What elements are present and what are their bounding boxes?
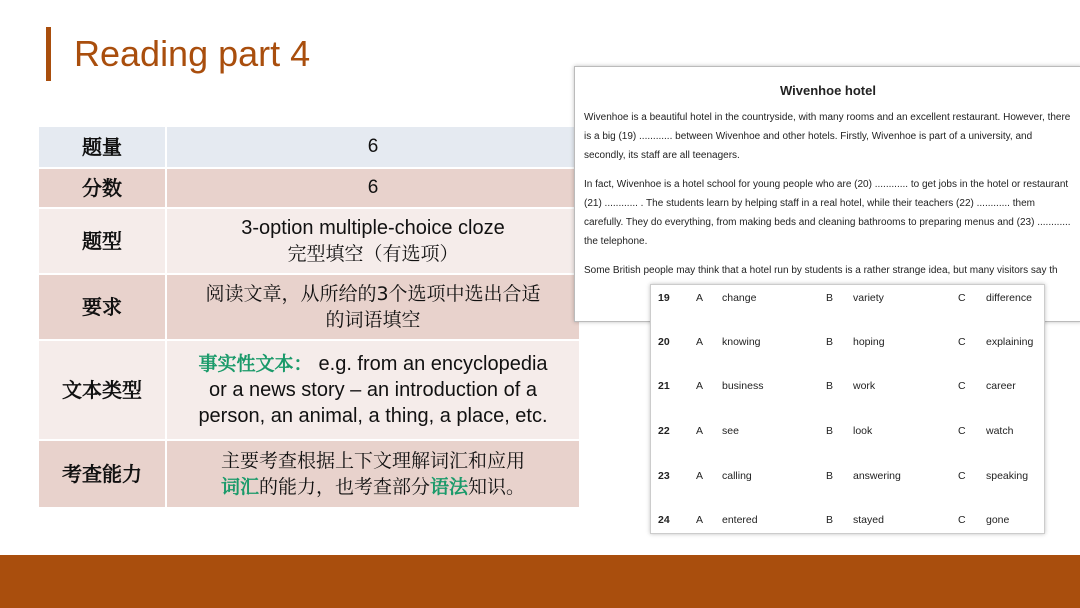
- option-letter: C: [958, 336, 966, 348]
- passage-paragraph: Wivenhoe is a beautiful hotel in the countryside, with many rooms and an excellent restaurant. However, there is a big (19) ............ between Wivenhoe and other hotels. Firstly, Wivenhoe is part of a university, and secondly, its staff are all teenagers.: [584, 112, 1071, 161]
- row-value-line: 完型填空（有选项）: [287, 243, 459, 265]
- option-row: [651, 380, 1044, 400]
- option-c: career: [986, 380, 1016, 392]
- question-number: 23: [658, 470, 670, 482]
- question-number: 19: [658, 292, 670, 304]
- highlight-text: 语法: [430, 476, 469, 498]
- option-letter: A: [696, 514, 704, 526]
- option-b: work: [853, 380, 876, 392]
- option-c: difference: [986, 292, 1032, 304]
- option-row: [651, 292, 1044, 312]
- option-letter: A: [696, 380, 704, 392]
- option-row: [651, 470, 1044, 490]
- info-table: [37, 125, 581, 509]
- option-letter: B: [826, 425, 834, 437]
- option-letter: B: [826, 292, 834, 304]
- row-value-line: 主要考查根据上下文理解词汇和应用: [220, 450, 525, 472]
- option-letter: B: [826, 380, 834, 392]
- highlight-text: 词汇: [220, 476, 259, 498]
- option-row: [651, 425, 1044, 445]
- option-c: explaining: [986, 336, 1034, 348]
- option-a: entered: [722, 514, 758, 526]
- question-number: 21: [658, 380, 670, 392]
- option-a: business: [722, 380, 764, 392]
- question-number: 20: [658, 336, 670, 348]
- row-key: 分数: [38, 168, 166, 208]
- row-value-text: 知识。: [468, 476, 526, 498]
- row-value-line: 阅读文章，从所给的3个选项中选出合适: [205, 283, 541, 305]
- option-b: stayed: [853, 514, 884, 526]
- table-row-score: [38, 168, 580, 208]
- row-key: 题量: [38, 126, 166, 168]
- option-row: [651, 514, 1044, 534]
- option-c: watch: [986, 425, 1014, 437]
- table-row-requirement: [38, 274, 580, 340]
- title-accent-bar: [46, 27, 51, 81]
- option-letter: A: [696, 470, 704, 482]
- option-letter: B: [826, 336, 834, 348]
- slide-title: Reading part 4: [74, 33, 311, 74]
- passage-paragraph: In fact, Wivenhoe is a hotel school for young people who are (20) ............ to get jobs in the hotel or restaurant (21) ............ . The students learn by helping staff in a real hotel, while their teachers (22) ............ them carefully. They do everything, from making beds and cleaning bathrooms to preparing menus and (23) ............ the telephone.: [584, 179, 1071, 247]
- option-row: [651, 336, 1044, 356]
- option-b: variety: [853, 292, 884, 304]
- row-value: [166, 274, 580, 340]
- option-c: gone: [986, 514, 1010, 526]
- option-c: speaking: [986, 470, 1029, 482]
- row-value-line: 3-option multiple-choice cloze: [241, 217, 505, 239]
- option-b: hoping: [853, 336, 885, 348]
- row-value: [166, 440, 580, 508]
- row-key: 要求: [38, 274, 166, 340]
- table-row-type: [38, 208, 580, 274]
- option-letter: A: [696, 336, 704, 348]
- row-value-line: person, an animal, a thing, a place, etc.: [198, 405, 548, 427]
- question-number: 22: [658, 425, 670, 437]
- row-value-text: e.g. from an encyclopedia: [318, 353, 548, 375]
- option-a: see: [722, 425, 739, 437]
- option-a: change: [722, 292, 757, 304]
- option-letter: C: [958, 514, 966, 526]
- option-letter: A: [696, 425, 704, 437]
- option-a: calling: [722, 470, 752, 482]
- option-b: answering: [853, 470, 901, 482]
- row-value-text: 的能力，也考查部分: [258, 476, 430, 498]
- table-row-text-type: [38, 340, 580, 440]
- option-letter: C: [958, 292, 966, 304]
- question-number: 24: [658, 514, 670, 526]
- row-key: 考查能力: [38, 440, 166, 508]
- option-letter: C: [958, 380, 966, 392]
- row-value: 6: [166, 126, 580, 168]
- row-value: [166, 340, 580, 440]
- footer-band: [0, 555, 1080, 608]
- option-a: knowing: [722, 336, 761, 348]
- table-row-ability: [38, 440, 580, 508]
- options-image: [650, 284, 1045, 534]
- row-value: [166, 208, 580, 274]
- passage-title: Wivenhoe hotel: [780, 83, 876, 98]
- highlight-text: 事实性文本：: [198, 353, 313, 375]
- option-letter: C: [958, 425, 966, 437]
- option-letter: C: [958, 470, 966, 482]
- row-value-line: 的词语填空: [325, 309, 421, 331]
- option-letter: B: [826, 470, 834, 482]
- passage-paragraph: Some British people may think that a hotel run by students is a rather strange idea, but many visitors say th: [584, 265, 1058, 276]
- row-value-line: or a news story – an introduction of a: [209, 379, 537, 401]
- row-key: 文本类型: [38, 340, 166, 440]
- table-row-quantity: [38, 126, 580, 168]
- row-key: 题型: [38, 208, 166, 274]
- row-value-line: [168, 351, 578, 377]
- row-value: 6: [166, 168, 580, 208]
- option-letter: B: [826, 514, 834, 526]
- option-letter: A: [696, 292, 704, 304]
- option-b: look: [853, 425, 873, 437]
- row-value-line: [168, 474, 578, 500]
